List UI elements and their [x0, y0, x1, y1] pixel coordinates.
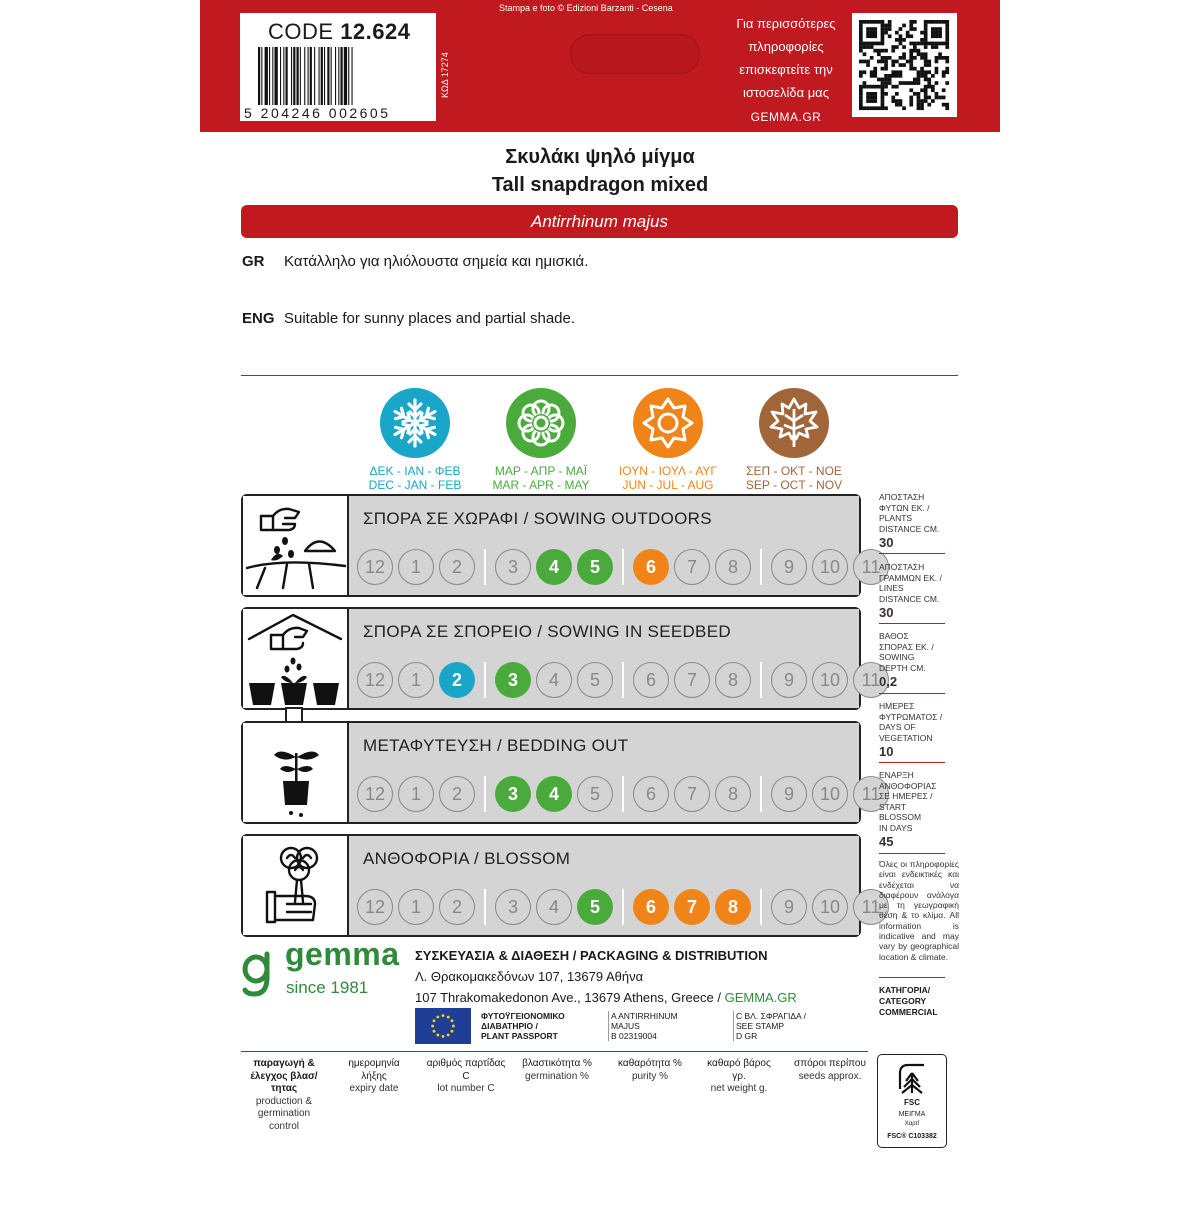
month-row [357, 889, 898, 925]
panel-blossom [241, 834, 881, 937]
month-circle: 2 [439, 776, 475, 812]
month-group [633, 889, 762, 925]
plant-passport [415, 1008, 817, 1044]
seedling-icon [243, 723, 349, 822]
description-english: ENG Suitable for sunny places and partial shade. [242, 310, 576, 327]
panel-title: ΑΝΘΟΦΟΡΙΑ / BLOSSOM [363, 849, 571, 868]
month-circle: 1 [398, 776, 434, 812]
passport-species: A ANTIRRHINUM MAJUS B 02319004 [608, 1011, 678, 1041]
month-circle: 11 [853, 889, 889, 925]
month-circle: 9 [771, 549, 807, 585]
month-circle: 5 [577, 889, 613, 925]
header-band [200, 0, 1000, 132]
month-circle: 10 [812, 776, 848, 812]
month-circle: 8 [715, 889, 751, 925]
sun-icon [633, 388, 703, 458]
season-en-label: DEC - JAN - FEB [368, 478, 462, 492]
season-en-label: MAR - APR - MAY [492, 478, 590, 492]
divider [879, 693, 945, 694]
sowing-calendar [349, 496, 881, 595]
month-group [357, 549, 486, 585]
divider [879, 623, 945, 624]
ean-number: 5 204246 002605 [244, 105, 391, 121]
bedding-calendar [349, 723, 881, 822]
printer-credit: Stampa e foto © Edizioni Barzanti - Cesena [499, 3, 673, 13]
latin-name: Antirrhinum majus [241, 205, 958, 238]
season-winter [359, 388, 471, 493]
season-en-label: JUN - JUL - AUG [622, 478, 714, 492]
month-row [357, 549, 898, 585]
month-circle: 12 [357, 549, 393, 585]
plants-distance-value: 30 [879, 535, 894, 550]
product-code: CODE 12.624 [268, 19, 411, 44]
month-group [633, 549, 762, 585]
month-circle: 7 [674, 889, 710, 925]
month-circle: 11 [853, 662, 889, 698]
eu-flag-icon [415, 1008, 471, 1044]
month-circle: 12 [357, 889, 393, 925]
days-vegetation-value: 10 [879, 744, 894, 759]
packaging-info: ΣΥΣΚΕΥΑΣΙΑ & ΔΙΑΘΕΣΗ / PACKAGING & DISTRIBUTION Λ. Θρακομακεδόνων 107, 13679 Αθήνα 107 Thrakomakedonon Ave., 13679 Athens, Greece / GEMMA.GR [415, 948, 797, 1005]
panel-bedding-out [241, 721, 881, 824]
month-group [633, 776, 762, 812]
month-circle: 11 [853, 549, 889, 585]
description-greek: GR Κατάλληλο για ηλιόλουστα σημεία και ημισκιά. [242, 253, 589, 270]
month-circle: 9 [771, 889, 807, 925]
month-circle: 7 [674, 662, 710, 698]
month-circle: 4 [536, 549, 572, 585]
season-summer [612, 388, 724, 493]
month-circle: 6 [633, 889, 669, 925]
sowing-hand-icon [243, 496, 349, 595]
passport-stamp: C ΒΛ. ΣΦΡΑΓΙΔΑ / SEE STAMP D GR [733, 1011, 806, 1041]
gemma-since: since 1981 [286, 978, 369, 997]
month-circle: 10 [812, 549, 848, 585]
month-circle: 11 [853, 776, 889, 812]
month-circle: 8 [715, 662, 751, 698]
title-english: Tall snapdragon mixed [491, 174, 709, 196]
season-autumn [738, 388, 850, 493]
panel-sowing-outdoors [241, 494, 881, 597]
month-group [495, 776, 624, 812]
season-gr-label: ΔΕΚ - ΙΑΝ - ΦΕΒ [369, 464, 461, 478]
month-group [357, 889, 486, 925]
month-group [495, 889, 624, 925]
month-circle: 1 [398, 662, 434, 698]
month-circle: 6 [633, 776, 669, 812]
plants-distance: ΑΠΟΣΤΑΣΗ ΦΥΤΩΝ ΕΚ. / PLANTS DISTANCE CM. 30 [879, 492, 959, 550]
month-group [495, 549, 624, 585]
flower-icon [506, 388, 576, 458]
month-circle: 4 [536, 889, 572, 925]
more-info-text: Για περισσότερες πληροφορίες επισκεφτείτε την ιστοσελίδα μας GEMMA.GR [720, 12, 852, 129]
month-circle: 3 [495, 662, 531, 698]
panel-title: ΣΠΟΡΑ ΣΕ ΧΩΡΑΦΙ / SOWING OUTDOORS [363, 509, 712, 528]
month-group [633, 662, 762, 698]
sowing-depth: ΒΑΘΟΣ ΣΠΟΡΑΣ ΕΚ. / SOWING DEPTH CM. 0,2 [879, 631, 959, 689]
bouquet-hand-icon [243, 836, 349, 935]
month-circle: 8 [715, 776, 751, 812]
month-circle: 6 [633, 549, 669, 585]
month-group [357, 662, 486, 698]
month-circle: 3 [495, 776, 531, 812]
month-circle: 7 [674, 776, 710, 812]
month-group [357, 776, 486, 812]
production-control-cell: παραγωγή & έλεγχος βλασ/τητας production & germination control [250, 1058, 318, 1132]
month-circle: 3 [495, 889, 531, 925]
divider [241, 1051, 868, 1052]
leaf-icon [759, 388, 829, 458]
month-circle: 7 [674, 549, 710, 585]
panel-title: ΜΕΤΑΦΥΤΕΥΣΗ / BEDDING OUT [363, 736, 629, 755]
divider [879, 762, 945, 763]
lines-distance: ΑΠΟΣΤΑΣΗ ΓΡΑΜΜΩΝ ΕΚ. / LINES DISTANCE CM. 30 [879, 562, 959, 620]
blossom-calendar [349, 836, 881, 935]
snowflake-icon [380, 388, 450, 458]
season-gr-label: ΣΕΠ - ΟΚΤ - ΝΟΕ [746, 464, 842, 478]
lot-number-cell: αριθμός παρτίδας C lot number C [426, 1058, 506, 1094]
greenhouse-pots-icon [243, 609, 349, 708]
start-blossom-value: 45 [879, 834, 894, 849]
month-circle: 5 [577, 549, 613, 585]
gemma-logo-icon [241, 948, 273, 1000]
seedbed-calendar [349, 609, 881, 708]
month-circle: 12 [357, 662, 393, 698]
hanger-slot [570, 34, 700, 74]
disclaimer-note: Όλες οι πληροφορίες είναι ενδεικτικές και ενδέχεται να διαφέρουν ανάλογα με τη γεωγραφική θέση & το κλίμα. All information is indicative and may vary by geographical location & climate. [879, 859, 959, 962]
seeds-approx-cell: σπόροι περίπου seeds approx. [794, 1058, 866, 1082]
season-gr-label: ΙΟΥΝ - ΙΟΥΛ - ΑΥΓ [618, 464, 718, 478]
barcode-label [240, 13, 436, 121]
month-circle: 3 [495, 549, 531, 585]
season-en-label: SEP - OCT - NOV [745, 478, 843, 492]
month-circle: 4 [536, 776, 572, 812]
divider [879, 853, 945, 854]
gemma-wordmark: gemma [285, 936, 400, 972]
month-group [495, 662, 624, 698]
month-circle: 9 [771, 662, 807, 698]
purity-cell: καθαρότητα % purity % [618, 1058, 682, 1082]
start-blossom: ΕΝΑΡΞΗ ΑΝΘΟΦΟΡΙΑΣ ΣΕ ΗΜΕΡΕΣ / START BLOSSOM IN DAYS 45 [879, 770, 959, 849]
kod-number: ΚΩΔ 17274 [440, 52, 450, 98]
expiry-date-cell: ημερομηνία λήξης expiry date [348, 1058, 400, 1094]
month-circle: 10 [812, 662, 848, 698]
month-circle: 1 [398, 889, 434, 925]
month-circle: 6 [633, 662, 669, 698]
sowing-depth-value: 0,2 [879, 674, 898, 689]
month-circle: 1 [398, 549, 434, 585]
title-greek: Σκυλάκι ψηλό μίγμα [505, 146, 695, 168]
month-circle: 2 [439, 549, 475, 585]
month-row [357, 776, 898, 812]
month-circle: 2 [439, 662, 475, 698]
season-gr-label: ΜΑΡ - ΑΠΡ - ΜΑΪ [494, 464, 588, 478]
month-circle: 8 [715, 549, 751, 585]
panel-title: ΣΠΟΡΑ ΣΕ ΣΠΟΡΕΙΟ / SOWING IN SEEDBED [363, 622, 731, 641]
panel-sowing-seedbed [241, 607, 881, 710]
month-circle: 4 [536, 662, 572, 698]
month-circle: 5 [577, 776, 613, 812]
qr-code-icon[interactable] [852, 13, 957, 117]
season-spring [485, 388, 597, 493]
divider [241, 375, 958, 376]
net-weight-cell: καθαρό βάρος γρ. net weight g. [707, 1058, 771, 1094]
barcode-graphic [258, 47, 428, 105]
month-row [357, 662, 898, 698]
gemma-site-link[interactable]: GEMMA.GR [724, 990, 797, 1005]
germination-cell: βλαστικότητα % germination % [522, 1058, 592, 1082]
days-vegetation: ΗΜΕΡΕΣ ΦΥΤΡΩΜΑΤΟΣ / DAYS OF VEGETATION 10 [879, 701, 959, 759]
lines-distance-value: 30 [879, 605, 894, 620]
category: ΚΑΤΗΓΟΡΙΑ/ CATEGORY COMMERCIAL [879, 985, 938, 1017]
month-circle: 5 [577, 662, 613, 698]
divider [879, 553, 945, 554]
month-circle: 10 [812, 889, 848, 925]
divider [879, 977, 945, 978]
month-circle: 12 [357, 776, 393, 812]
month-circle: 2 [439, 889, 475, 925]
passport-title: ΦΥΤΟΫΓΕΙΟΝΟΜΙΚΟ ΔΙΑΒΑΤΗΡΙΟ / PLANT PASSPORT [481, 1011, 565, 1041]
fsc-badge: FSC ΜΕΙΓΜΑ Χαρτί FSC® C103382 [877, 1054, 947, 1148]
site-link[interactable]: GEMMA.GR [750, 110, 822, 124]
month-circle: 9 [771, 776, 807, 812]
fsc-tree-icon [892, 1059, 932, 1099]
